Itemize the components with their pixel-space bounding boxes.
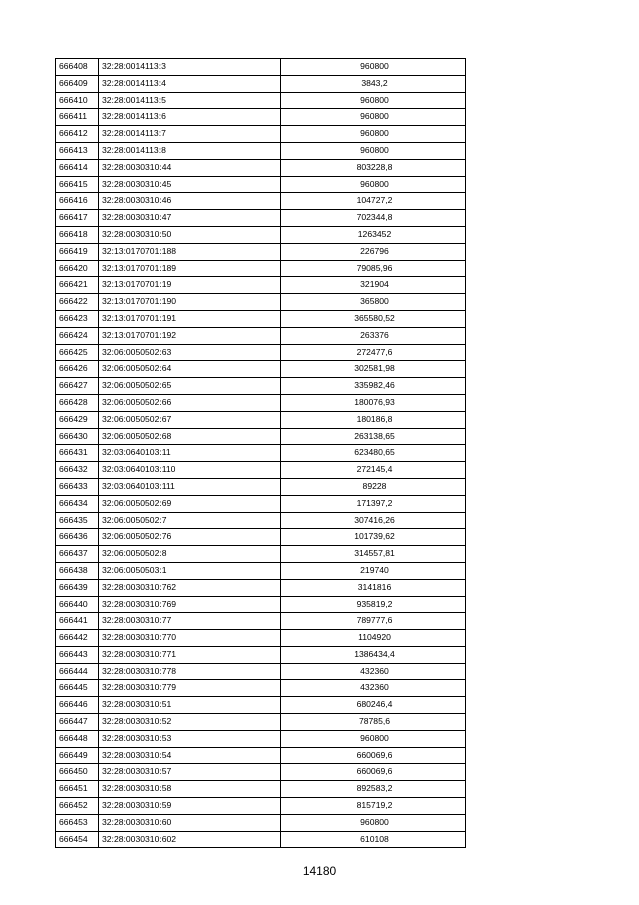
value-cell: 660069,6 xyxy=(281,764,466,781)
row-id-cell: 666423 xyxy=(56,310,99,327)
row-id-cell: 666452 xyxy=(56,798,99,815)
row-id-cell: 666432 xyxy=(56,462,99,479)
value-cell: 104727,2 xyxy=(281,193,466,210)
cadastral-number-cell: 32:28:0030310:58 xyxy=(99,781,281,798)
row-id-cell: 666446 xyxy=(56,697,99,714)
table-row xyxy=(56,764,466,781)
value-cell: 79085,96 xyxy=(281,260,466,277)
value-cell: 1386434,4 xyxy=(281,646,466,663)
row-id-cell: 666449 xyxy=(56,747,99,764)
table-row xyxy=(56,663,466,680)
value-cell: 803228,8 xyxy=(281,159,466,176)
row-id-cell: 666428 xyxy=(56,394,99,411)
cadastral-number-cell: 32:28:0030310:778 xyxy=(99,663,281,680)
value-cell: 219740 xyxy=(281,562,466,579)
cadastral-number-cell: 32:28:0030310:44 xyxy=(99,159,281,176)
row-id-cell: 666418 xyxy=(56,226,99,243)
row-id-cell: 666424 xyxy=(56,327,99,344)
table-row xyxy=(56,630,466,647)
table-row xyxy=(56,831,466,848)
row-id-cell: 666416 xyxy=(56,193,99,210)
data-table xyxy=(55,58,466,848)
row-id-cell: 666447 xyxy=(56,714,99,731)
value-cell: 960800 xyxy=(281,109,466,126)
table-row xyxy=(56,394,466,411)
table-row xyxy=(56,529,466,546)
value-cell: 960800 xyxy=(281,126,466,143)
row-id-cell: 666433 xyxy=(56,478,99,495)
value-cell: 432360 xyxy=(281,680,466,697)
table-row xyxy=(56,361,466,378)
row-id-cell: 666412 xyxy=(56,126,99,143)
table-row xyxy=(56,579,466,596)
table-row xyxy=(56,210,466,227)
cadastral-number-cell: 32:06:0050502:65 xyxy=(99,378,281,395)
value-cell: 935819,2 xyxy=(281,596,466,613)
table-row xyxy=(56,714,466,731)
row-id-cell: 666437 xyxy=(56,546,99,563)
cadastral-number-cell: 32:06:0050502:64 xyxy=(99,361,281,378)
value-cell: 321904 xyxy=(281,277,466,294)
value-cell: 960800 xyxy=(281,730,466,747)
table-row xyxy=(56,512,466,529)
cadastral-number-cell: 32:13:0170701:191 xyxy=(99,310,281,327)
row-id-cell: 666440 xyxy=(56,596,99,613)
table-row xyxy=(56,495,466,512)
cadastral-number-cell: 32:13:0170701:192 xyxy=(99,327,281,344)
table-row xyxy=(56,596,466,613)
table-row xyxy=(56,411,466,428)
cadastral-number-cell: 32:28:0030310:59 xyxy=(99,798,281,815)
value-cell: 432360 xyxy=(281,663,466,680)
value-cell: 960800 xyxy=(281,59,466,76)
cadastral-number-cell: 32:28:0030310:762 xyxy=(99,579,281,596)
value-cell: 226796 xyxy=(281,243,466,260)
table-row xyxy=(56,462,466,479)
value-cell: 960800 xyxy=(281,814,466,831)
table-row xyxy=(56,781,466,798)
table-row xyxy=(56,92,466,109)
row-id-cell: 666450 xyxy=(56,764,99,781)
value-cell: 3843,2 xyxy=(281,75,466,92)
row-id-cell: 666425 xyxy=(56,344,99,361)
row-id-cell: 666420 xyxy=(56,260,99,277)
row-id-cell: 666444 xyxy=(56,663,99,680)
value-cell: 702344,8 xyxy=(281,210,466,227)
cadastral-number-cell: 32:06:0050502:8 xyxy=(99,546,281,563)
row-id-cell: 666453 xyxy=(56,814,99,831)
cadastral-number-cell: 32:06:0050502:63 xyxy=(99,344,281,361)
row-id-cell: 666451 xyxy=(56,781,99,798)
cadastral-number-cell: 32:28:0014113:4 xyxy=(99,75,281,92)
value-cell: 3141816 xyxy=(281,579,466,596)
row-id-cell: 666441 xyxy=(56,613,99,630)
table-row xyxy=(56,142,466,159)
row-id-cell: 666438 xyxy=(56,562,99,579)
row-id-cell: 666409 xyxy=(56,75,99,92)
value-cell: 960800 xyxy=(281,142,466,159)
table-row xyxy=(56,478,466,495)
cadastral-number-cell: 32:28:0030310:50 xyxy=(99,226,281,243)
cadastral-number-cell: 32:03:0640103:110 xyxy=(99,462,281,479)
row-id-cell: 666419 xyxy=(56,243,99,260)
table-row xyxy=(56,159,466,176)
table-row xyxy=(56,344,466,361)
table-row xyxy=(56,327,466,344)
value-cell: 660069,6 xyxy=(281,747,466,764)
table-row xyxy=(56,613,466,630)
cadastral-number-cell: 32:06:0050502:69 xyxy=(99,495,281,512)
cadastral-number-cell: 32:28:0030310:47 xyxy=(99,210,281,227)
table-row xyxy=(56,260,466,277)
cadastral-number-cell: 32:13:0170701:189 xyxy=(99,260,281,277)
cadastral-number-cell: 32:28:0014113:8 xyxy=(99,142,281,159)
cadastral-number-cell: 32:13:0170701:188 xyxy=(99,243,281,260)
value-cell: 89228 xyxy=(281,478,466,495)
value-cell: 365800 xyxy=(281,294,466,311)
cadastral-number-cell: 32:28:0030310:60 xyxy=(99,814,281,831)
table-row xyxy=(56,277,466,294)
cadastral-number-cell: 32:28:0030310:771 xyxy=(99,646,281,663)
cadastral-number-cell: 32:06:0050502:76 xyxy=(99,529,281,546)
value-cell: 960800 xyxy=(281,176,466,193)
value-cell: 263138,65 xyxy=(281,428,466,445)
row-id-cell: 666436 xyxy=(56,529,99,546)
row-id-cell: 666413 xyxy=(56,142,99,159)
row-id-cell: 666439 xyxy=(56,579,99,596)
table-row xyxy=(56,176,466,193)
value-cell: 789777,6 xyxy=(281,613,466,630)
value-cell: 1104920 xyxy=(281,630,466,647)
table-row xyxy=(56,310,466,327)
row-id-cell: 666445 xyxy=(56,680,99,697)
value-cell: 272145,4 xyxy=(281,462,466,479)
value-cell: 302581,98 xyxy=(281,361,466,378)
value-cell: 263376 xyxy=(281,327,466,344)
row-id-cell: 666448 xyxy=(56,730,99,747)
page-number: 14180 xyxy=(302,864,337,878)
cadastral-number-cell: 32:28:0030310:52 xyxy=(99,714,281,731)
row-id-cell: 666415 xyxy=(56,176,99,193)
row-id-cell: 666442 xyxy=(56,630,99,647)
cadastral-number-cell: 32:28:0030310:602 xyxy=(99,831,281,848)
value-cell: 307416,26 xyxy=(281,512,466,529)
cadastral-number-cell: 32:03:0640103:111 xyxy=(99,478,281,495)
table-row xyxy=(56,243,466,260)
table-row xyxy=(56,75,466,92)
cadastral-number-cell: 32:28:0014113:6 xyxy=(99,109,281,126)
row-id-cell: 666422 xyxy=(56,294,99,311)
cadastral-number-cell: 32:28:0030310:46 xyxy=(99,193,281,210)
cadastral-number-cell: 32:03:0640103:11 xyxy=(99,445,281,462)
row-id-cell: 666427 xyxy=(56,378,99,395)
table-row xyxy=(56,646,466,663)
cadastral-number-cell: 32:28:0014113:3 xyxy=(99,59,281,76)
cadastral-number-cell: 32:06:0050503:1 xyxy=(99,562,281,579)
table-row xyxy=(56,109,466,126)
row-id-cell: 666417 xyxy=(56,210,99,227)
table-row xyxy=(56,730,466,747)
cadastral-number-cell: 32:06:0050502:67 xyxy=(99,411,281,428)
table-row xyxy=(56,680,466,697)
row-id-cell: 666408 xyxy=(56,59,99,76)
cadastral-number-cell: 32:28:0030310:769 xyxy=(99,596,281,613)
table-row xyxy=(56,126,466,143)
table-row xyxy=(56,193,466,210)
table-row xyxy=(56,747,466,764)
row-id-cell: 666426 xyxy=(56,361,99,378)
row-id-cell: 666411 xyxy=(56,109,99,126)
value-cell: 180076,93 xyxy=(281,394,466,411)
cadastral-number-cell: 32:06:0050502:7 xyxy=(99,512,281,529)
table-row xyxy=(56,798,466,815)
row-id-cell: 666434 xyxy=(56,495,99,512)
value-cell: 815719,2 xyxy=(281,798,466,815)
row-id-cell: 666435 xyxy=(56,512,99,529)
table-row xyxy=(56,294,466,311)
row-id-cell: 666414 xyxy=(56,159,99,176)
table-row xyxy=(56,562,466,579)
cadastral-number-cell: 32:13:0170701:19 xyxy=(99,277,281,294)
row-id-cell: 666429 xyxy=(56,411,99,428)
table-row xyxy=(56,445,466,462)
value-cell: 892583,2 xyxy=(281,781,466,798)
row-id-cell: 666443 xyxy=(56,646,99,663)
value-cell: 101739,62 xyxy=(281,529,466,546)
value-cell: 610108 xyxy=(281,831,466,848)
table-body xyxy=(56,59,466,848)
table-row xyxy=(56,378,466,395)
cadastral-number-cell: 32:06:0050502:68 xyxy=(99,428,281,445)
row-id-cell: 666431 xyxy=(56,445,99,462)
cadastral-number-cell: 32:28:0030310:53 xyxy=(99,730,281,747)
table-row xyxy=(56,697,466,714)
cadastral-number-cell: 32:28:0030310:770 xyxy=(99,630,281,647)
cadastral-number-cell: 32:28:0030310:45 xyxy=(99,176,281,193)
cadastral-number-cell: 32:28:0030310:57 xyxy=(99,764,281,781)
value-cell: 1263452 xyxy=(281,226,466,243)
cadastral-number-cell: 32:13:0170701:190 xyxy=(99,294,281,311)
table-row xyxy=(56,428,466,445)
cadastral-number-cell: 32:28:0030310:779 xyxy=(99,680,281,697)
table-row xyxy=(56,814,466,831)
value-cell: 272477,6 xyxy=(281,344,466,361)
cadastral-number-cell: 32:06:0050502:66 xyxy=(99,394,281,411)
row-id-cell: 666410 xyxy=(56,92,99,109)
value-cell: 680246,4 xyxy=(281,697,466,714)
row-id-cell: 666454 xyxy=(56,831,99,848)
table-row xyxy=(56,546,466,563)
value-cell: 171397,2 xyxy=(281,495,466,512)
table-row xyxy=(56,59,466,76)
value-cell: 180186,8 xyxy=(281,411,466,428)
row-id-cell: 666421 xyxy=(56,277,99,294)
value-cell: 314557,81 xyxy=(281,546,466,563)
cadastral-number-cell: 32:28:0014113:5 xyxy=(99,92,281,109)
cadastral-number-cell: 32:28:0030310:54 xyxy=(99,747,281,764)
cadastral-number-cell: 32:28:0014113:7 xyxy=(99,126,281,143)
cadastral-number-cell: 32:28:0030310:77 xyxy=(99,613,281,630)
row-id-cell: 666430 xyxy=(56,428,99,445)
value-cell: 335982,46 xyxy=(281,378,466,395)
value-cell: 365580,52 xyxy=(281,310,466,327)
value-cell: 623480,65 xyxy=(281,445,466,462)
cadastral-number-cell: 32:28:0030310:51 xyxy=(99,697,281,714)
value-cell: 960800 xyxy=(281,92,466,109)
table-row xyxy=(56,226,466,243)
value-cell: 78785,6 xyxy=(281,714,466,731)
